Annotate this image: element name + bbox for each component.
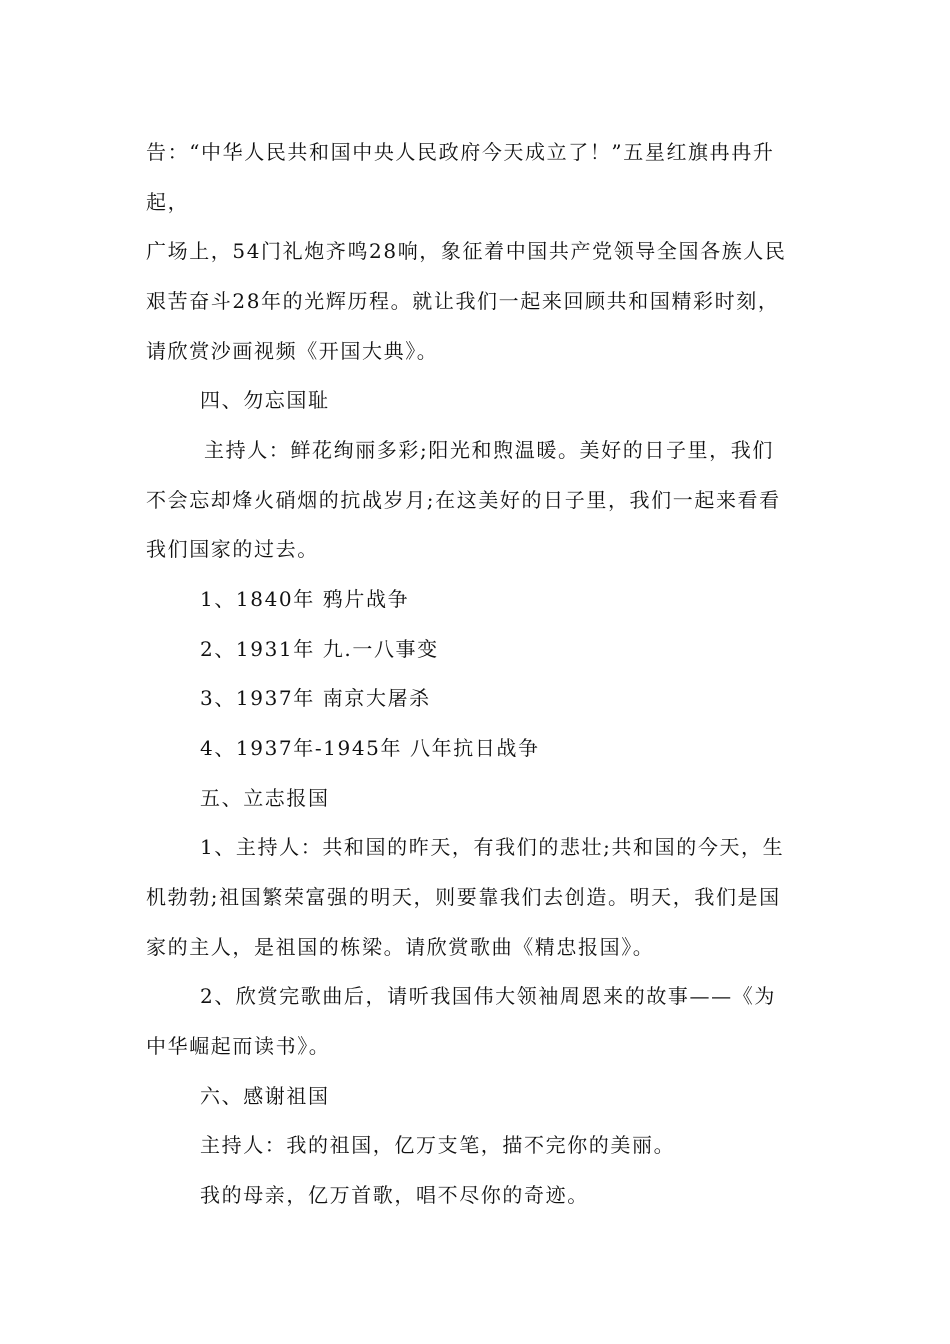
section-heading-6: 六、感谢祖国 xyxy=(200,1084,330,1108)
text-line-19: 中华崛起而读书》。 xyxy=(146,1034,331,1058)
section-heading-4: 四、勿忘国耻 xyxy=(200,388,330,412)
list-item-3: 3、1937年 南京大屠杀 xyxy=(200,686,431,710)
text-line-16: 机勃勃;祖国繁荣富强的明天，则要靠我们去创造。明天，我们是国 xyxy=(146,885,781,909)
list-item-2: 2、1931年 九.一八事变 xyxy=(200,637,439,661)
text-line-15: 1、主持人：共和国的昨天，有我们的悲壮;共和国的今天，生 xyxy=(200,835,785,859)
text-line-18: 2、欣赏完歌曲后，请听我国伟大领袖周恩来的故事——《为 xyxy=(200,984,776,1008)
text-line-17: 家的主人，是祖国的栋梁。请欣赏歌曲《精忠报国》。 xyxy=(146,935,655,959)
list-item-4: 4、1937年-1945年 八年抗日战争 xyxy=(200,736,540,760)
text-line-9: 我们国家的过去。 xyxy=(146,537,319,561)
text-line-21: 主持人：我的祖国，亿万支笔，描不完你的美丽。 xyxy=(200,1133,676,1157)
text-line-5: 请欣赏沙画视频《开国大典》。 xyxy=(146,339,439,363)
section-heading-5: 五、立志报国 xyxy=(200,786,330,810)
text-line-4: 艰苦奋斗28年的光辉历程。就让我们一起来回顾共和国精彩时刻， xyxy=(146,289,780,313)
text-line-1: 告：“中华人民共和国中央人民政府今天成立了！”五星红旗冉冉升 xyxy=(146,140,775,164)
text-line-22: 我的母亲，亿万首歌，唱不尽你的奇迹。 xyxy=(200,1183,589,1207)
text-line-2: 起， xyxy=(146,190,190,214)
list-item-1: 1、1840年 鸦片战争 xyxy=(200,587,410,611)
text-line-8: 不会忘却烽火硝烟的抗战岁月;在这美好的日子里，我们一起来看看 xyxy=(146,488,781,512)
host-line-1: 主持人：鲜花绚丽多彩;阳光和煦温暖。美好的日子里，我们 xyxy=(204,438,774,462)
text-line-3: 广场上，54门礼炮齐鸣28响，象征着中国共产党领导全国各族人民 xyxy=(146,239,787,263)
